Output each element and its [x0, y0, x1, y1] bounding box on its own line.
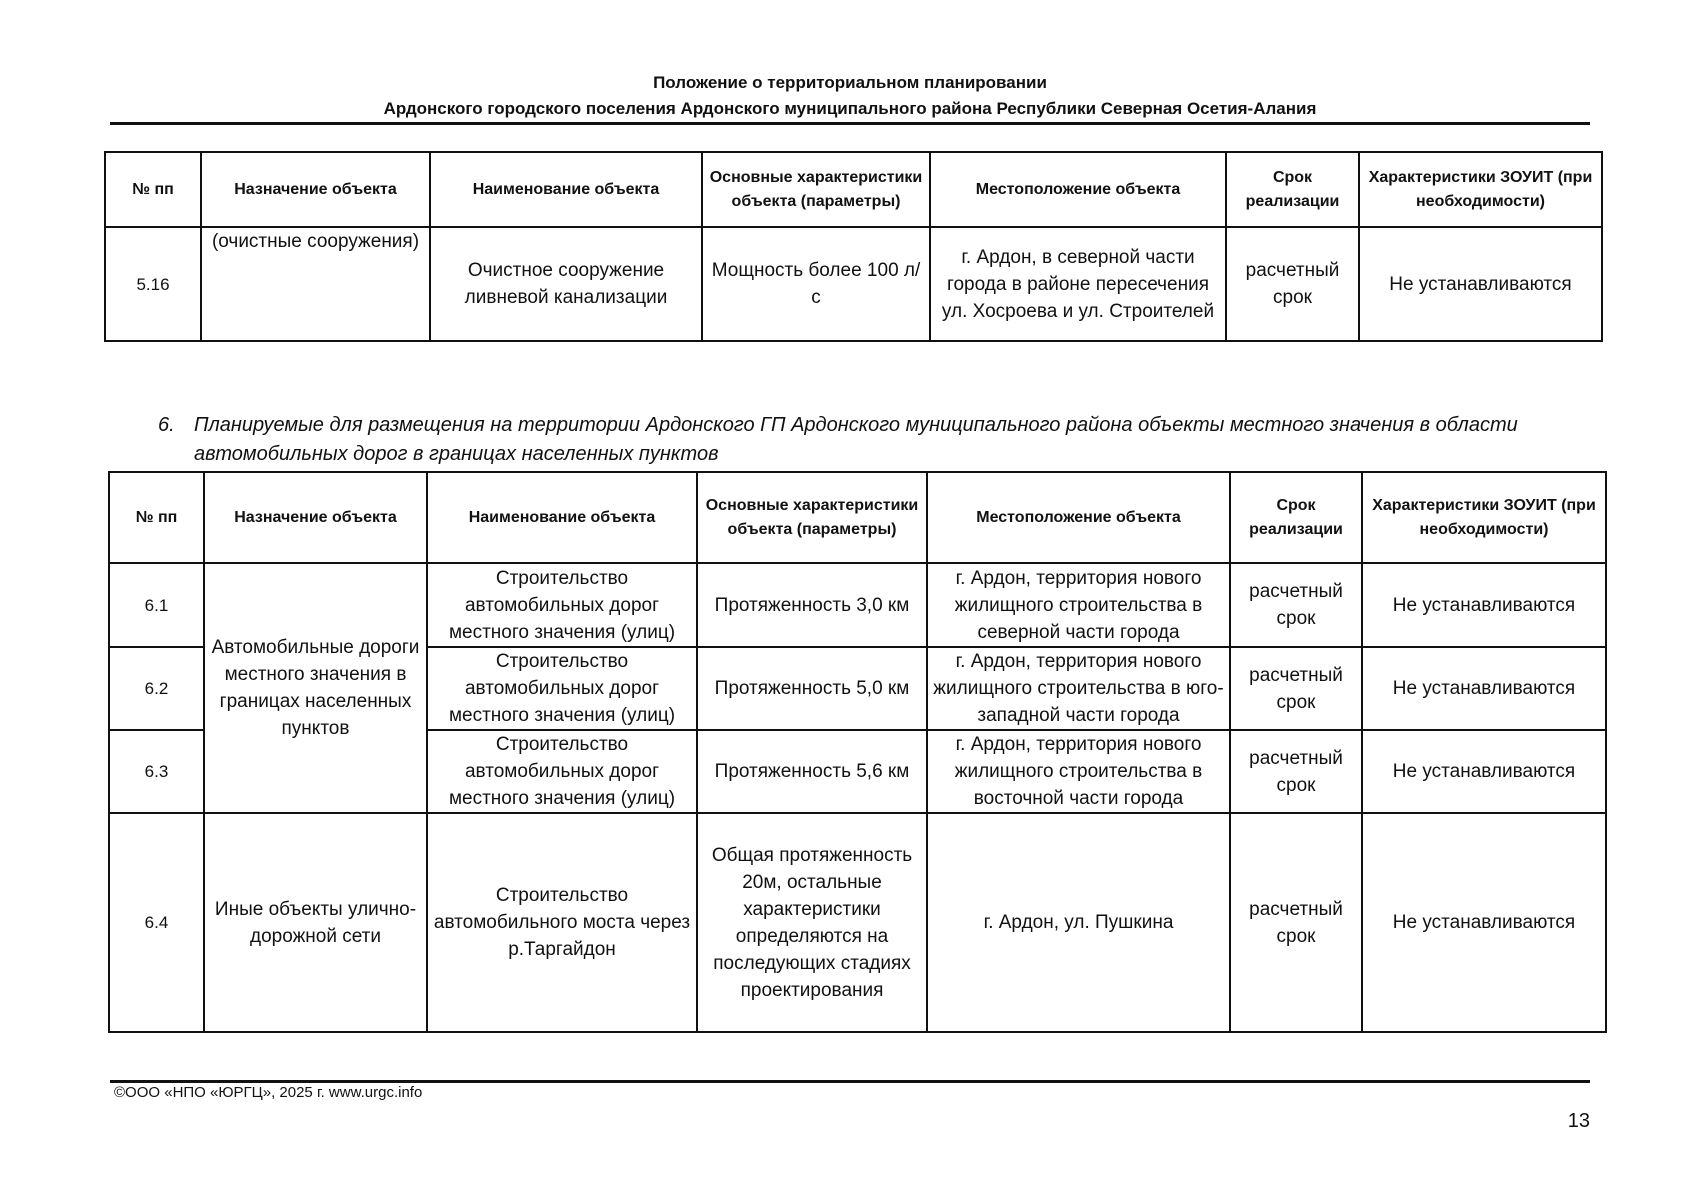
col-header-params: Основные характеристики объекта (параметры) — [702, 152, 930, 227]
row-purpose: (очистные сооружения) — [201, 227, 430, 341]
col-header-term: Срок реализации — [1226, 152, 1359, 227]
row-num: 6.2 — [109, 647, 204, 730]
table-row — [105, 227, 1602, 341]
row-location: г. Ардон, территория нового жилищного строительства в северной части города — [927, 563, 1230, 647]
footer-copyright: ©ООО «НПО «ЮРГЦ», 2025 г. www.urgc.info — [114, 1084, 423, 1101]
row-zouit: Не устанавливаются — [1362, 647, 1606, 730]
row-zouit: Не устанавливаются — [1362, 563, 1606, 647]
objects-table-6 — [108, 471, 1607, 1033]
row-zouit: Не устанавливаются — [1362, 730, 1606, 813]
section-heading — [158, 411, 1598, 469]
row-num: 6.1 — [109, 563, 204, 647]
table-row — [109, 563, 1606, 647]
section-number: 6. — [158, 414, 175, 436]
row-name: Строительство автомобильных дорог местного значения (улиц) — [427, 730, 697, 813]
header-subtitle: Ардонского городского поселения Ардонского муниципального района Республики Северная Осетия-Алания — [383, 99, 1317, 118]
group-purpose-roads: Автомобильные дороги местного значения в границах населенных пунктов — [204, 563, 427, 813]
row-zouit: Не устанавливаются — [1359, 227, 1602, 341]
row-location: г. Ардон, ул. Пушкина — [927, 813, 1230, 1032]
objects-table-5 — [104, 151, 1603, 342]
col-header-params: Основные характеристики объекта (параметры) — [697, 472, 927, 563]
section-title: Планируемые для размещения на территории Ардонского ГП Ардонского муниципального района объекты местного значения в области автомобильных дорог в границах населенных пунктов — [194, 414, 1518, 465]
col-header-num: № пп — [105, 152, 201, 227]
row-params: Мощность более 100 л/с — [702, 227, 930, 341]
header-title: Положение о территориальном планировании — [653, 73, 1047, 92]
page-number: 13 — [1567, 1110, 1590, 1132]
row-name: Строительство автомобильного моста через р.Таргайдон — [427, 813, 697, 1032]
row-params: Протяженность 5,0 км — [697, 647, 927, 730]
row-params: Общая протяженность 20м, остальные характеристики определяются на последующих стадиях проектирования — [697, 813, 927, 1032]
row-params: Протяженность 5,6 км — [697, 730, 927, 813]
row-location: г. Ардон, территория нового жилищного строительства в восточной части города — [927, 730, 1230, 813]
row-term: расчетный срок — [1230, 563, 1362, 647]
table-row — [109, 813, 1606, 1032]
row-term: расчетный срок — [1230, 647, 1362, 730]
row-zouit: Не устанавливаются — [1362, 813, 1606, 1032]
row-name: Строительство автомобильных дорог местного значения (улиц) — [427, 647, 697, 730]
table-header-row — [109, 472, 1606, 563]
table-header-row — [105, 152, 1602, 227]
col-header-term: Срок реализации — [1230, 472, 1362, 563]
row-num: 5.16 — [105, 227, 201, 341]
col-header-purpose: Назначение объекта — [204, 472, 427, 563]
row-term: расчетный срок — [1230, 730, 1362, 813]
row-num: 6.4 — [109, 813, 204, 1032]
row-name: Строительство автомобильных дорог местного значения (улиц) — [427, 563, 697, 647]
col-header-purpose: Назначение объекта — [201, 152, 430, 227]
header-rule — [110, 122, 1590, 125]
col-header-zouit: Характеристики ЗОУИТ (при необходимости) — [1359, 152, 1602, 227]
col-header-zouit: Характеристики ЗОУИТ (при необходимости) — [1362, 472, 1606, 563]
col-header-location: Местоположение объекта — [930, 152, 1226, 227]
row-num: 6.3 — [109, 730, 204, 813]
group-purpose-street-network: Иные объекты улично-дорожной сети — [204, 813, 427, 1032]
row-term: расчетный срок — [1230, 813, 1362, 1032]
col-header-location: Местоположение объекта — [927, 472, 1230, 563]
col-header-num: № пп — [109, 472, 204, 563]
row-name: Очистное сооружение ливневой канализации — [430, 227, 702, 341]
col-header-name: Наименование объекта — [427, 472, 697, 563]
row-location: г. Ардон, территория нового жилищного строительства в юго-западной части города — [927, 647, 1230, 730]
document-header — [110, 70, 1590, 122]
row-term: расчетный срок — [1226, 227, 1359, 341]
row-location: г. Ардон, в северной части города в районе пересечения ул. Хосроева и ул. Строителей — [930, 227, 1226, 341]
row-params: Протяженность 3,0 км — [697, 563, 927, 647]
col-header-name: Наименование объекта — [430, 152, 702, 227]
